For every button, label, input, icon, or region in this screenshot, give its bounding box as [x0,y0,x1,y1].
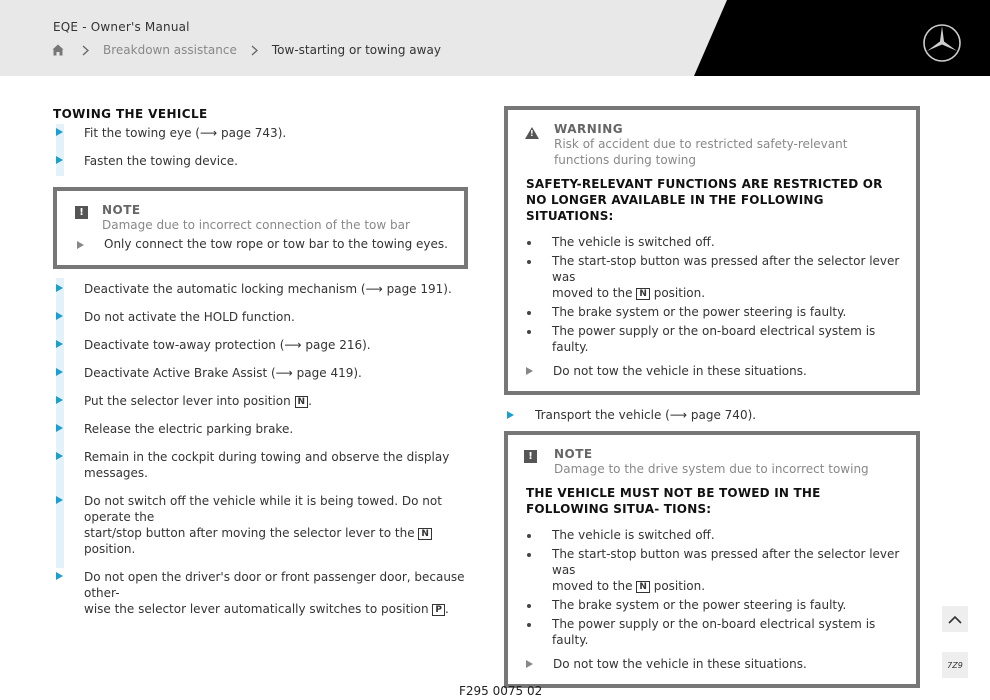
note-head [522,447,902,477]
right-column [504,106,920,688]
gear-n-symbol: N [636,581,650,593]
mercedes-star-logo[interactable] [922,23,962,63]
note-step-text: Only connect the tow rope or tow bar to the towing eyes. [104,237,448,251]
scroll-to-top-button[interactable] [942,606,968,632]
step-arrow-icon [56,284,63,292]
warning-caps: SAFETY-RELEVANT FUNCTIONS ARE RESTRICTED OR NO LONGER AVAILABLE IN THE FOLLOWING SITUATIONS: [526,177,883,223]
bullet-text-line2 [552,578,902,594]
step-text: Fasten the towing device. [84,154,238,168]
step-text-line1: Do not open the driver's door or front passenger door, because other- [84,570,465,600]
note-step-text: Do not tow the vehicle in these situations. [553,657,807,671]
step-text: wise the selector lever automatically switches to position [84,602,429,616]
bullet-item [522,546,902,594]
step-text: Remain in the cockpit during towing and observe the display messages. [84,450,450,480]
bullet-item: The power supply or the on-board electrical system is faulty. [522,616,902,648]
warning-head [522,122,902,168]
bullet-text: moved to the [552,579,633,593]
left-column [53,100,468,617]
step-arrow-icon [56,572,63,580]
step-arrow-icon [56,452,63,460]
index-button[interactable] [942,652,968,678]
gear-n-symbol: N [295,396,309,408]
gear-p-symbol: P [432,604,445,616]
note-title: NOTE [102,203,141,217]
home-icon[interactable] [52,44,64,56]
note-box-tow-bar [53,187,468,269]
step-text-line2 [84,525,468,557]
step-arrow-icon [56,424,63,432]
bullet-item: The vehicle is switched off. [522,527,902,543]
step-text[interactable]: Transport the vehicle (⟶ page 740). [535,408,757,422]
bullet-text: moved to the [552,286,633,300]
note-caps: THE VEHICLE MUST NOT BE TOWED IN THE FOLLOWING SITUA- TIONS: [526,486,821,516]
step-arrow-icon [56,396,63,404]
step-arrow-icon [56,128,63,136]
note-icon: ! [75,206,88,219]
step-arrow-icon [526,660,533,668]
step-text-line2 [84,601,468,617]
bullet-text-end: position. [653,286,706,300]
step-do-not-switch-off [53,493,468,557]
step-arrow-icon [56,368,63,376]
step-arrow-icon [56,496,63,504]
book-index-icon: 7Ζ9 [947,660,963,670]
bullet-text-line2 [552,285,902,301]
note-box-drive-system [504,431,920,688]
step-fasten-device [53,153,468,169]
note-bullets [522,527,902,648]
step-arrow-icon [56,340,63,348]
note-step [522,656,902,672]
bullet-item: The vehicle is switched off. [522,234,902,250]
chevron-right-icon [251,45,258,56]
bullet-item: The power supply or the on-board electrical system is faulty. [522,323,902,355]
step-fit-towing-eye [53,125,468,141]
step-text: Release the electric parking brake. [84,422,294,436]
app-title: EQE - Owner's Manual [53,20,190,34]
chevron-up-icon [948,615,962,624]
step-text[interactable]: Deactivate Active Brake Assist (⟶ page 419). [84,366,362,380]
gear-n-symbol: N [636,288,650,300]
step-transport-vehicle [504,407,920,423]
step-text[interactable]: Fit the towing eye (⟶ page 743). [84,126,287,140]
step-arrow-icon [526,367,533,375]
warning-subtitle: Risk of accident due to restricted safety-relevant functions during towing [554,137,848,167]
bullet-item [522,253,902,301]
step-arrow-icon [507,411,514,419]
warning-triangle-icon [525,127,539,139]
step-arrow-icon [56,156,63,164]
step-deactivate-locking [53,281,468,297]
warning-step [522,363,902,379]
warning-box [504,106,920,395]
step-text[interactable]: Deactivate tow-away protection (⟶ page 216). [84,338,371,352]
step-arrow-icon [56,312,63,320]
step-do-not-open-door [53,569,468,617]
warning-step-text: Do not tow the vehicle in these situations. [553,364,807,378]
note-title: NOTE [554,447,593,461]
breadcrumb-link-breakdown-assistance[interactable]: Breakdown assistance [103,43,237,57]
warning-bullets [522,234,902,355]
step-text[interactable]: Deactivate the automatic locking mechanism (⟶ page 191). [84,282,452,296]
step-text-end: . [445,602,449,616]
step-brake-assist [53,365,468,381]
chevron-right-icon [82,45,89,56]
step-text-line1: Do not switch off the vehicle while it is being towed. Do not operate the [84,494,442,524]
bullet-item: The brake system or the power steering is faulty. [522,304,902,320]
warning-title: WARNING [554,122,624,136]
step-parking-brake [53,421,468,437]
step-text-end: position. [84,542,136,556]
note-subtitle: Damage to the drive system due to incorrect towing [554,462,869,476]
bullet-item: The brake system or the power steering is faulty. [522,597,902,613]
step-text: Do not activate the HOLD function. [84,310,295,324]
bullet-text-line1: The start-stop button was pressed after the selector lever was [552,547,900,577]
step-arrow-icon [77,241,84,249]
bullet-text-end: position. [653,579,706,593]
section-heading: TOWING THE VEHICLE [53,107,208,121]
image-code: F295 0075 02 [459,684,543,698]
gear-n-symbol: N [418,528,432,540]
step-tow-away-protection [53,337,468,353]
bullet-text-line1: The start-stop button was pressed after the selector lever was [552,254,900,284]
step-text-end: . [308,394,312,408]
step-text: start/stop button after moving the selector lever to the [84,526,415,540]
note-head [73,203,450,233]
step-text: Put the selector lever into position [84,394,291,408]
note-step [73,237,450,251]
breadcrumb [52,42,441,58]
breadcrumb-current: Tow-starting or towing away [271,43,441,57]
step-selector-lever [53,393,468,409]
step-remain-cockpit [53,449,468,481]
step-hold-function [53,309,468,325]
header-bar [0,0,990,76]
note-subtitle: Damage due to incorrect connection of the tow bar [102,218,410,232]
note-icon: ! [524,450,537,463]
